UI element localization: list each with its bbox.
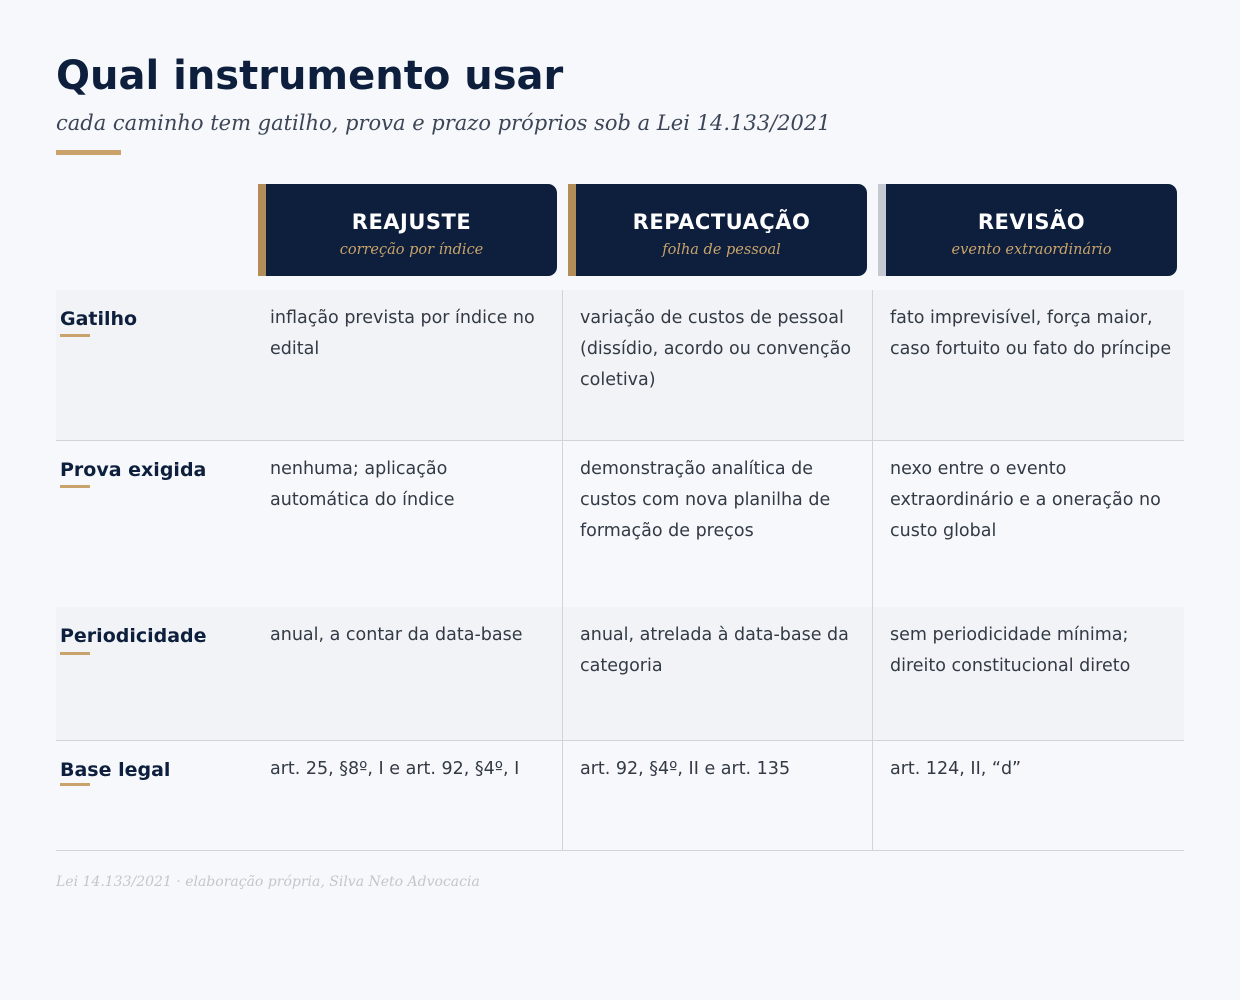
table-cell: anual, a contar da data-base [270,625,523,645]
row-label-accent [60,652,90,655]
column-subtitle: correção por índice [339,242,484,258]
row-label: Gatilho [60,308,138,330]
column-subtitle: evento extraordinário [951,242,1112,258]
table-bottom-rule [56,850,1184,851]
row-label: Base legal [60,759,171,781]
table-row-base-legal [56,741,1184,850]
table-cell: demonstração analítica de custos com nova planilha de formação de preços [580,459,831,541]
table-cell: art. 92, §4º, II e art. 135 [580,759,791,779]
column-subtitle: folha de pessoal [662,242,781,258]
table-cell: sem periodicidade mínima; direito constitucional direto [890,625,1131,676]
table-cell: art. 25, §8º, I e art. 92, §4º, I [270,759,520,779]
source-footnote: Lei 14.133/2021 · elaboração própria, Silva Neto Advocacia [56,874,480,890]
table-cell: inflação prevista por índice no edital [270,308,535,359]
column-header-revisao [878,184,1177,276]
column-header-reajuste [258,184,557,276]
column-divider [872,290,873,850]
table-row-gatilho [56,290,1184,440]
row-label-accent [60,485,90,488]
column-title: REVISÃO [977,210,1086,234]
row-label: Prova exigida [60,459,207,481]
row-label: Periodicidade [60,625,207,647]
column-title: REPACTUAÇÃO [632,210,811,234]
row-divider [56,740,1184,741]
page-subtitle: cada caminho tem gatilho, prova e prazo próprios sob a Lei 14.133/2021 [56,111,831,135]
table-row-prova-exigida [56,441,1184,607]
table-cell: nenhuma; aplicação automática do índice [270,459,455,510]
page-title: Qual instrumento usar [56,53,564,99]
table-cell: nexo entre o evento extraordinário e a oneração no custo global [890,459,1161,541]
table-cell: anual, atrelada à data-base da categoria [580,625,849,676]
row-label-accent [60,783,90,786]
row-label-accent [60,334,90,337]
column-title: REAJUSTE [351,210,472,234]
row-divider [56,440,1184,441]
title-accent-rule [56,150,121,155]
table-cell: variação de custos de pessoal (dissídio, acordo ou convenção coletiva) [580,308,852,390]
table-cell: art. 124, II, “d” [890,759,1022,779]
column-divider [562,290,563,850]
column-header-repactuacao [568,184,867,276]
table-cell: fato imprevisível, força maior, caso fortuito ou fato do príncipe [890,308,1172,359]
table-row-periodicidade [56,607,1184,740]
